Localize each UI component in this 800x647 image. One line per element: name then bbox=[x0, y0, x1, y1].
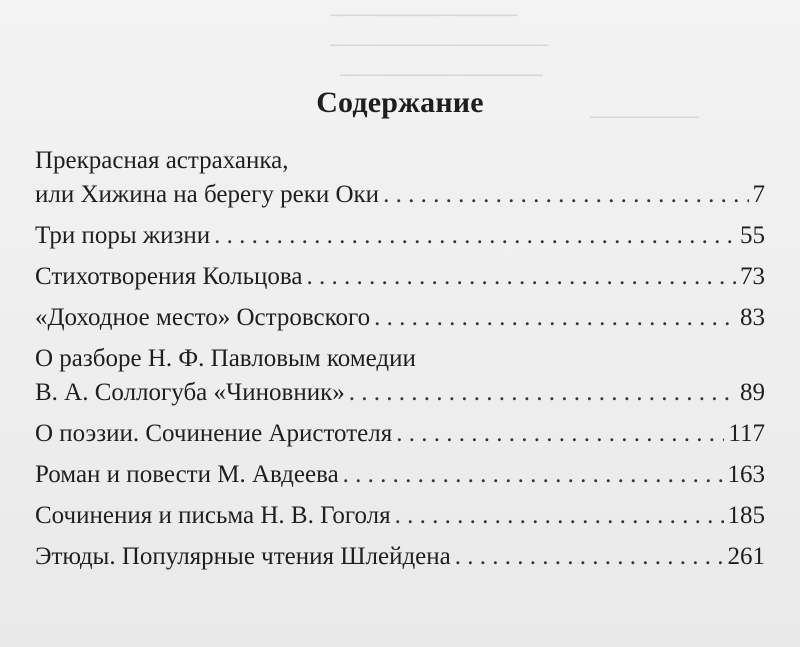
dot-leader bbox=[395, 499, 724, 533]
toc-entry bbox=[35, 458, 765, 492]
page-title: Содержание bbox=[316, 86, 484, 119]
toc-entry bbox=[35, 417, 765, 451]
toc-entry-title: О поэзии. Сочинение Аристотеля bbox=[35, 420, 393, 447]
dot-leader bbox=[343, 458, 724, 492]
toc-entry bbox=[35, 260, 765, 294]
toc-entry-title: Роман и повести М. Авдеева bbox=[35, 461, 339, 488]
dot-leader bbox=[214, 219, 736, 253]
toc-entry-page: 83 bbox=[740, 304, 765, 331]
toc-entry-page: 261 bbox=[727, 543, 765, 570]
toc-entry-page: 55 bbox=[740, 222, 765, 249]
table-of-contents bbox=[35, 144, 765, 581]
toc-entry-title: В. А. Соллогуба «Чиновник» bbox=[35, 379, 345, 406]
dot-leader bbox=[383, 178, 748, 212]
bleed-through-line: ──────────── bbox=[330, 2, 518, 27]
toc-entry bbox=[35, 499, 765, 533]
toc-entry-title: «Доходное место» Островского bbox=[35, 304, 371, 331]
dot-leader bbox=[455, 540, 724, 574]
toc-entry-page: 73 bbox=[740, 263, 765, 290]
dot-leader bbox=[349, 376, 736, 410]
bleed-through-line: ───────────── bbox=[340, 62, 543, 87]
toc-entry-title: Три поры жизни bbox=[35, 222, 211, 249]
toc-entry-title: Сочинения и письма Н. В. Гоголя bbox=[35, 502, 391, 529]
toc-entry bbox=[35, 342, 765, 410]
dot-leader bbox=[396, 417, 724, 451]
toc-entry-title: Этюды. Популярные чтения Шлейдена bbox=[35, 543, 451, 570]
toc-entry bbox=[35, 144, 765, 212]
dot-leader bbox=[374, 301, 736, 335]
toc-entry bbox=[35, 540, 765, 574]
bleed-through-line: ─────── bbox=[590, 104, 700, 129]
toc-entry bbox=[35, 219, 765, 253]
toc-entry-title-line1: О разборе Н. Ф. Павловым комедии bbox=[35, 345, 416, 372]
toc-entry-page: 7 bbox=[752, 181, 765, 208]
toc-entry-page: 89 bbox=[740, 379, 765, 406]
toc-entry-title-line1: Прекрасная астраханка, bbox=[35, 147, 289, 174]
toc-entry-page: 185 bbox=[727, 502, 765, 529]
dot-leader bbox=[306, 260, 736, 294]
toc-entry-page: 163 bbox=[727, 461, 765, 488]
toc-entry-page: 117 bbox=[728, 420, 765, 447]
toc-entry-title: или Хижина на берегу реки Оки bbox=[35, 181, 380, 208]
bleed-through-line: ────────────── bbox=[330, 32, 549, 57]
toc-entry-title: Стихотворения Кольцова bbox=[35, 263, 303, 290]
toc-entry bbox=[35, 301, 765, 335]
